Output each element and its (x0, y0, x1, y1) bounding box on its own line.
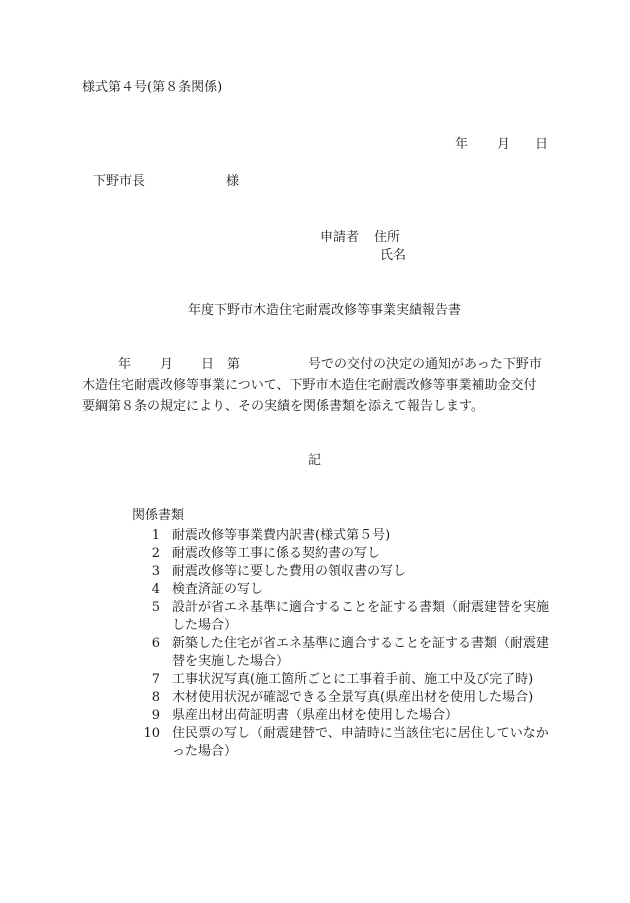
addressee-honorific: 様 (226, 174, 240, 189)
list-item (132, 689, 552, 707)
list-item (132, 671, 552, 689)
body-day-label: 日 (201, 357, 215, 372)
list-item-text: 耐震改修等に要した費用の領収書の写し (172, 564, 407, 579)
date-month-label: 月 (497, 137, 511, 152)
list-item (132, 563, 552, 581)
list-item-number: 5 (151, 600, 160, 615)
list-item-text: 設計が省エネ基準に適合することを証する書類（耐震建替を実施した場合） (172, 600, 550, 633)
list-item-number: 1 (151, 528, 160, 543)
applicant-name-label: 氏名 (380, 248, 407, 263)
list-item (132, 707, 552, 725)
body-text-line1: 号での交付の決定の通知があった下野市 (308, 357, 542, 372)
list-item-text: 検査済証の写し (172, 582, 264, 597)
list-item (132, 527, 552, 545)
date-year-label: 年 (455, 137, 469, 152)
document-title: 年度下野市木造住宅耐震改修等事業実績報告書 (188, 303, 462, 318)
list-item-text: 木材使用状況が確認できる全景写真(県産出材を使用した場合) (172, 690, 534, 705)
documents-heading: 関係書類 (132, 508, 185, 523)
list-item-number: 9 (151, 708, 160, 723)
list-item-text: 新築した住宅が省エネ基準に適合することを証する書類（耐震建替を実施した場合） (172, 636, 550, 669)
list-item-number: 6 (151, 636, 160, 651)
list-item (132, 635, 552, 671)
applicant-label: 申請者 (320, 230, 360, 245)
form-number: 様式第４号(第８条関係) (82, 80, 223, 95)
ki-heading: 記 (308, 453, 322, 468)
body-year-label: 年 (118, 357, 132, 372)
list-item-text: 住民票の写し（耐震建替で、申請時に当該住宅に居住していなかった場合） (172, 726, 549, 759)
body-text-line2: 木造住宅耐震改修等事業について、下野市木造住宅耐震改修等事業補助金交付 (82, 378, 537, 393)
list-item-number: 8 (151, 690, 160, 705)
list-item-text: 耐震改修等事業費内訳書(様式第５号) (172, 528, 391, 543)
list-item (132, 545, 552, 563)
list-item-text: 県産出材出荷証明書（県産出材を使用した場合） (172, 708, 459, 723)
list-item-number: 4 (151, 582, 160, 597)
date-day-label: 日 (535, 137, 549, 152)
list-item-number: 2 (151, 546, 160, 561)
body-text-line3: 要綱第８条の規定により、その実績を関係書類を添えて報告します。 (82, 399, 484, 414)
list-item (132, 581, 552, 599)
list-item (132, 725, 552, 761)
list-item-text: 耐震改修等工事に係る契約書の写し (172, 546, 381, 561)
list-item-number: 7 (151, 672, 160, 687)
list-item-text: 工事状況写真(施工箇所ごとに工事着手前、施工中及び完了時) (172, 672, 534, 687)
list-item (132, 599, 552, 635)
list-item-number: 10 (143, 726, 160, 741)
body-month-label: 月 (160, 357, 174, 372)
list-item-number: 3 (151, 564, 160, 579)
addressee-name: 下野市長 (93, 174, 146, 189)
body-number-prefix: 第 (227, 357, 241, 372)
documents-list (132, 527, 552, 761)
applicant-address-label: 住所 (374, 230, 401, 245)
